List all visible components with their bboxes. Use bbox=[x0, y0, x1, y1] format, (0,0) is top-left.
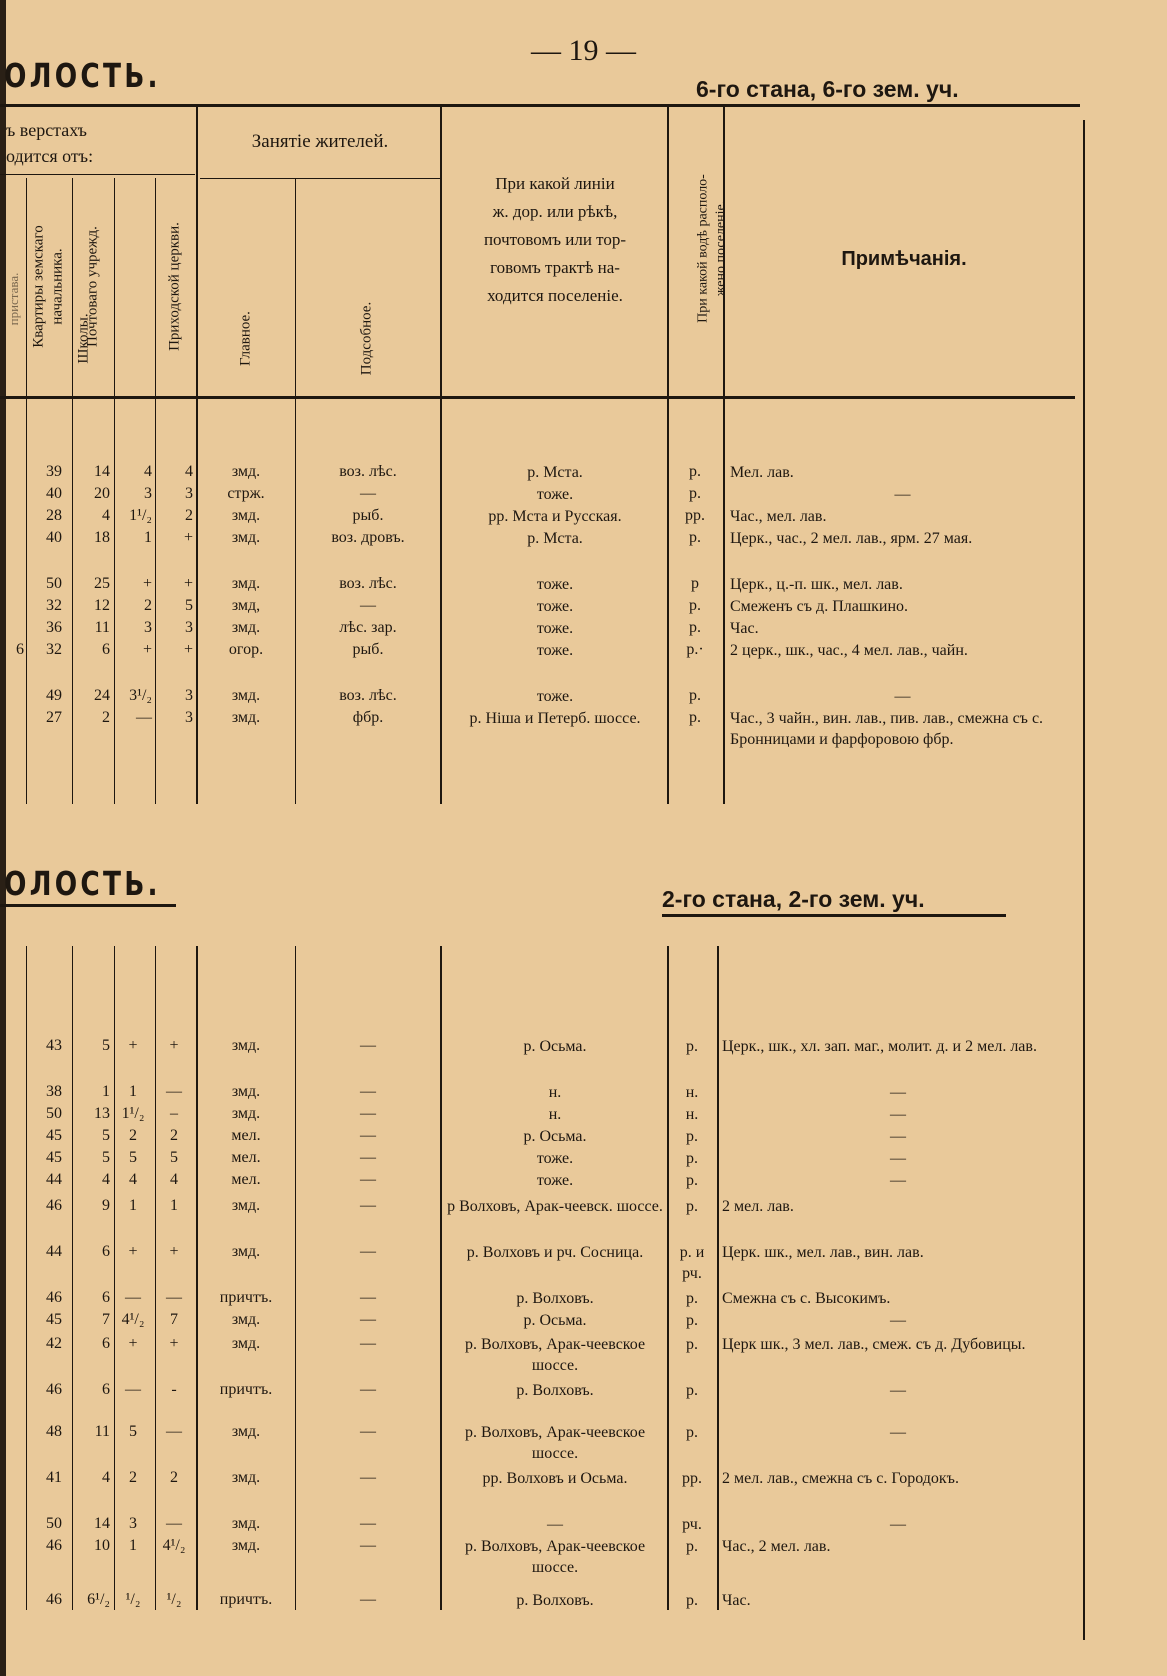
cell-water: р. bbox=[686, 1382, 698, 1399]
cell-zemsk: 46 bbox=[46, 1381, 62, 1398]
cell-occ-main: змд. bbox=[231, 463, 261, 480]
cell-school: ¹/₂ bbox=[125, 1591, 141, 1608]
cell-water: р. bbox=[686, 1128, 698, 1145]
cell-post: 25 bbox=[94, 575, 110, 592]
cell-note: Церк., час., 2 мел. лав., ярм. 27 мая. bbox=[730, 530, 973, 547]
header-zemsk-l2: начальника. bbox=[49, 248, 66, 325]
cell-water: рр. bbox=[685, 507, 705, 524]
cell-water: р. bbox=[686, 1172, 698, 1189]
cell-zemsk: 46 bbox=[46, 1289, 62, 1306]
cell-school: 1 bbox=[129, 1537, 137, 1554]
header-line-block bbox=[444, 170, 666, 310]
section1-heading-left: ОЛОСТЬ. bbox=[4, 56, 161, 95]
cell-post: 10 bbox=[94, 1537, 110, 1554]
cell-note: 2 мел. лав., смежна съ с. Городокъ. bbox=[722, 1470, 959, 1487]
cell-school: 1 bbox=[129, 1083, 137, 1100]
cell-water: р. bbox=[689, 529, 701, 546]
cell-church: 7 bbox=[170, 1311, 178, 1328]
header-post: Почтоваго учрежд. bbox=[84, 226, 101, 347]
cell-note: — bbox=[894, 688, 911, 705]
cell-church: 3 bbox=[185, 709, 193, 726]
header-distance-l2: одится отъ: bbox=[6, 146, 94, 166]
cell-water: р. bbox=[686, 1336, 698, 1353]
header-church: Приходской церкви. bbox=[166, 222, 183, 351]
cell-post: 2 bbox=[102, 709, 110, 726]
header-water-l1: При какой водѣ располо- bbox=[695, 174, 711, 323]
cell-post: 7 bbox=[102, 1311, 110, 1328]
cell-zemsk: 44 bbox=[46, 1171, 62, 1188]
cell-water: р. bbox=[686, 1424, 698, 1441]
cell-occ-sub: — bbox=[360, 1311, 376, 1328]
header-notes: Примѣчанія. bbox=[841, 248, 967, 270]
cell-occ-main: змд. bbox=[231, 1105, 261, 1122]
cell-note: Час., 3 чайн., вин. лав., пив. лав., смежна съ с. Бронницами и фарфоровою фбр. bbox=[730, 710, 1044, 748]
cell-occ-main: змд. bbox=[231, 709, 261, 726]
cell-school: 4¹/₂ bbox=[121, 1311, 145, 1328]
cell-line: — bbox=[547, 1516, 563, 1533]
cell-note: 2 церк., шк., час., 4 мел. лав., чайн. bbox=[730, 642, 968, 659]
cell-post: 4 bbox=[102, 1469, 110, 1486]
cell-water: р. bbox=[689, 619, 701, 636]
cell-post: 12 bbox=[94, 597, 110, 614]
cell-post: 14 bbox=[94, 1515, 110, 1532]
cell-church: 2 bbox=[170, 1127, 178, 1144]
cell-occ-sub: рыб. bbox=[352, 641, 384, 658]
cell-line: р. Волховъ. bbox=[516, 1592, 594, 1609]
cell-zemsk: 49 bbox=[46, 687, 62, 704]
row-prefix: 6 bbox=[16, 641, 24, 658]
cell-occ-sub: — bbox=[360, 1469, 376, 1486]
cell-post: 4 bbox=[102, 507, 110, 524]
cell-post: 20 bbox=[94, 485, 110, 502]
cell-school: 5 bbox=[129, 1149, 137, 1166]
cell-note: Церк. шк., мел. лав., вин. лав. bbox=[722, 1244, 924, 1261]
cell-church: 4 bbox=[185, 463, 193, 480]
cell-occ-main: причтъ. bbox=[219, 1289, 273, 1306]
cell-school: 3¹/₂ bbox=[129, 687, 152, 704]
cell-occ-sub: фбр. bbox=[352, 709, 384, 726]
cell-water: р. bbox=[686, 1150, 698, 1167]
cell-school: 5 bbox=[129, 1423, 137, 1440]
cell-post: 6 bbox=[102, 1289, 110, 1306]
cell-school: 2 bbox=[129, 1127, 137, 1144]
cell-occ-main: змд. bbox=[231, 1083, 261, 1100]
cell-line: р. Нiша и Петерб. шоссе. bbox=[469, 710, 641, 727]
cell-note: Час., 2 мел. лав. bbox=[722, 1538, 831, 1555]
cell-occ-sub: — bbox=[360, 1537, 376, 1554]
cell-occ-sub: — bbox=[360, 1127, 376, 1144]
cell-line: тоже. bbox=[536, 688, 574, 705]
cell-line: р. Волховъ. bbox=[516, 1382, 594, 1399]
cell-line: рр. Волховъ и Осьма. bbox=[482, 1470, 628, 1487]
cell-post: 6 bbox=[102, 1381, 110, 1398]
cell-post: 1 bbox=[102, 1083, 110, 1100]
cell-school: + bbox=[128, 1243, 138, 1260]
cell-water: р. и рч. bbox=[679, 1244, 705, 1282]
cell-note: — bbox=[890, 1382, 906, 1399]
cell-line: тоже. bbox=[536, 598, 574, 615]
cell-school: 1¹/₂ bbox=[129, 507, 152, 524]
cell-zemsk: 32 bbox=[46, 597, 62, 614]
cell-school: 2 bbox=[144, 597, 152, 614]
cell-zemsk: 32 bbox=[46, 641, 62, 658]
header-occupation: Занятіе жителей. bbox=[251, 131, 389, 152]
cell-school: + bbox=[142, 575, 152, 592]
cell-occ-sub: — bbox=[360, 1591, 376, 1608]
cell-occ-main: змд. bbox=[231, 1037, 261, 1054]
cell-post: 6 bbox=[102, 641, 110, 658]
cell-occ-main: змд. bbox=[231, 1469, 261, 1486]
cell-occ-main: змд. bbox=[231, 1197, 261, 1214]
cell-school: — bbox=[125, 1381, 141, 1398]
cell-water: р. bbox=[686, 1592, 698, 1609]
cell-church: — bbox=[166, 1515, 182, 1532]
cell-occ-sub: — bbox=[360, 1243, 376, 1260]
cell-zemsk: 50 bbox=[46, 575, 62, 592]
cell-line: р. Волховъ, Арак-чеевское шоссе. bbox=[464, 1424, 646, 1462]
cell-church: + bbox=[183, 641, 193, 658]
header-line-l1: При какой линіи bbox=[495, 174, 615, 193]
cell-note: Час., мел. лав. bbox=[730, 508, 827, 525]
header-line-l5: ходится поселеніе. bbox=[487, 286, 623, 305]
cell-zemsk: 44 bbox=[46, 1243, 62, 1260]
cell-line: тоже. bbox=[536, 642, 574, 659]
cell-zemsk: 46 bbox=[46, 1537, 62, 1554]
cell-occ-sub: — bbox=[360, 1171, 376, 1188]
cell-occ-main: змд. bbox=[231, 507, 261, 524]
cell-school: 1 bbox=[144, 529, 152, 546]
cell-occ-sub: — bbox=[360, 1197, 376, 1214]
cell-occ-sub: — bbox=[360, 1289, 376, 1306]
cell-post: 6 bbox=[102, 1335, 110, 1352]
cell-note: — bbox=[894, 486, 911, 503]
cell-school: + bbox=[128, 1037, 138, 1054]
cell-zemsk: 45 bbox=[46, 1311, 62, 1328]
cell-school: 3 bbox=[129, 1515, 137, 1532]
cell-line: р. Осьма. bbox=[523, 1038, 587, 1055]
cell-post: 13 bbox=[94, 1105, 110, 1122]
cell-occ-main: змд. bbox=[231, 1243, 261, 1260]
cell-line: рр. Мста и Русская. bbox=[488, 508, 622, 525]
cell-occ-sub: — bbox=[360, 1083, 376, 1100]
cell-occ-main: змд. bbox=[231, 1537, 261, 1554]
cell-note: — bbox=[890, 1084, 906, 1101]
right-border-line bbox=[1083, 120, 1085, 1640]
cell-occ-main: змд. bbox=[231, 687, 261, 704]
cell-occ-sub: — bbox=[360, 597, 376, 614]
cell-occ-sub: — bbox=[360, 1515, 376, 1532]
cell-water: р. bbox=[689, 687, 701, 704]
cell-line: тоже. bbox=[536, 1172, 574, 1189]
cell-note: Час. bbox=[722, 1592, 751, 1609]
header-prist-text: пристава. bbox=[6, 272, 21, 326]
cell-note: — bbox=[890, 1150, 906, 1167]
cell-water: р bbox=[691, 575, 699, 592]
cell-occ-main: мел. bbox=[231, 1127, 261, 1144]
table1-header-rule bbox=[0, 396, 1075, 399]
cell-occ-sub: — bbox=[360, 1423, 376, 1440]
cell-zemsk: 28 bbox=[46, 507, 62, 524]
cell-line: тоже. bbox=[536, 1150, 574, 1167]
cell-note: Церк шк., 3 мел. лав., смеж. съ д. Дубовицы. bbox=[722, 1336, 1026, 1353]
cell-zemsk: 45 bbox=[46, 1127, 62, 1144]
cell-occ-main: змд. bbox=[231, 619, 261, 636]
cell-water: р. bbox=[689, 463, 701, 480]
header-prist bbox=[5, 199, 23, 399]
cell-line: р. Мста. bbox=[527, 530, 583, 547]
cell-water: н. bbox=[685, 1106, 699, 1123]
cell-water: рр. bbox=[682, 1470, 702, 1487]
section2-heading-right-underline bbox=[662, 914, 1006, 917]
header-zemsk-l1: Квартиры земскаго bbox=[30, 225, 47, 348]
section2-heading-left: ОЛОСТЬ. bbox=[4, 864, 161, 903]
cell-school: 2 bbox=[129, 1469, 137, 1486]
cell-occ-sub: рыб. bbox=[352, 507, 384, 524]
cell-church: — bbox=[166, 1289, 182, 1306]
cell-post: 4 bbox=[102, 1171, 110, 1188]
cell-water: р. bbox=[686, 1312, 698, 1329]
cell-occ-main: змд. bbox=[231, 1423, 261, 1440]
cell-occ-sub: — bbox=[360, 1037, 376, 1054]
cell-line: р. Осьма. bbox=[523, 1128, 587, 1145]
cell-church: + bbox=[169, 1243, 179, 1260]
cell-zemsk: 41 bbox=[46, 1469, 62, 1486]
cell-school: + bbox=[142, 641, 152, 658]
occupation-group-rule bbox=[200, 178, 440, 179]
cell-water: рч. bbox=[682, 1516, 702, 1533]
cell-note: Смеженъ съ д. Плашкино. bbox=[730, 598, 909, 615]
cell-post: 5 bbox=[102, 1149, 110, 1166]
cell-school: 4 bbox=[129, 1171, 137, 1188]
page-number: — 19 — bbox=[531, 34, 636, 67]
cell-line: тоже. bbox=[536, 620, 574, 637]
cell-occ-sub: — bbox=[360, 1381, 376, 1398]
cell-water: р. bbox=[689, 709, 701, 726]
cell-occ-main: змд. bbox=[231, 1311, 261, 1328]
cell-water: р. bbox=[686, 1038, 698, 1055]
cell-occ-main: змд. bbox=[231, 529, 261, 546]
col-line bbox=[717, 946, 719, 1610]
cell-line: р. Осьма. bbox=[523, 1312, 587, 1329]
cell-line: н. bbox=[548, 1084, 562, 1101]
table1-top-rule bbox=[0, 104, 1080, 107]
cell-note: — bbox=[890, 1424, 906, 1441]
cell-church: 4¹/₂ bbox=[162, 1537, 186, 1554]
cell-water: р. bbox=[686, 1198, 698, 1215]
cell-occ-sub: — bbox=[360, 485, 376, 502]
header-line-l2: ж. дор. или рѣкѣ, bbox=[492, 202, 618, 221]
cell-occ-main: причтъ. bbox=[219, 1381, 273, 1398]
cell-line: р Волховъ, Арак-чеевск. шоссе. bbox=[447, 1198, 663, 1215]
cell-occ-main: стрж. bbox=[227, 485, 265, 502]
cell-post: 5 bbox=[102, 1037, 110, 1054]
cell-occ-main: огор. bbox=[228, 641, 264, 658]
cell-occ-sub: воз. лѣс. bbox=[339, 463, 397, 480]
cell-zemsk: 42 bbox=[46, 1335, 62, 1352]
cell-school: + bbox=[128, 1335, 138, 1352]
distance-group-rule bbox=[0, 174, 195, 175]
cell-zemsk: 40 bbox=[46, 529, 62, 546]
cell-church: 5 bbox=[170, 1149, 178, 1166]
cell-post: 6¹/₂ bbox=[87, 1591, 110, 1608]
cell-line: р. Волховъ, Арак-чеевское шоссе. bbox=[464, 1538, 646, 1576]
cell-church: — bbox=[166, 1083, 182, 1100]
cell-note: — bbox=[890, 1312, 906, 1329]
cell-zemsk: 40 bbox=[46, 485, 62, 502]
cell-school: — bbox=[136, 709, 152, 726]
cell-zemsk: 36 bbox=[46, 619, 62, 636]
cell-church: 1 bbox=[170, 1197, 178, 1214]
section2-heading-underline bbox=[0, 904, 176, 907]
cell-note: 2 мел. лав. bbox=[722, 1198, 794, 1215]
cell-occ-main: змд, bbox=[231, 597, 261, 614]
cell-note: — bbox=[890, 1172, 906, 1189]
cell-line: р. Волховъ, Арак-чеевское шоссе. bbox=[464, 1336, 646, 1374]
cell-water: н. bbox=[685, 1084, 699, 1101]
cell-school: — bbox=[125, 1289, 141, 1306]
cell-school: 3 bbox=[144, 485, 152, 502]
cell-church: - bbox=[171, 1381, 177, 1398]
cell-zemsk: 27 bbox=[46, 709, 62, 726]
cell-school: 1¹/₂ bbox=[121, 1105, 145, 1122]
cell-school: 1 bbox=[129, 1197, 137, 1214]
cell-church: 4 bbox=[170, 1171, 178, 1188]
cell-occ-sub: воз. дровъ. bbox=[331, 529, 405, 546]
header-line-l4: говомъ трактѣ на- bbox=[490, 258, 620, 277]
cell-water: р.· bbox=[686, 641, 704, 658]
cell-zemsk: 50 bbox=[46, 1105, 62, 1122]
cell-zemsk: 48 bbox=[46, 1423, 62, 1440]
cell-church: ¹/₂ bbox=[166, 1591, 182, 1608]
cell-occ-sub: воз. лѣс. bbox=[339, 687, 397, 704]
header-distance-l1: ъ верстахъ bbox=[6, 120, 87, 140]
header-school: Школы. bbox=[75, 313, 92, 364]
cell-note: — bbox=[890, 1106, 906, 1123]
cell-church: 2 bbox=[185, 507, 193, 524]
cell-post: 9 bbox=[102, 1197, 110, 1214]
cell-occ-sub: — bbox=[360, 1105, 376, 1122]
cell-zemsk: 50 bbox=[46, 1515, 62, 1532]
cell-zemsk: 43 bbox=[46, 1037, 62, 1054]
cell-zemsk: 45 bbox=[46, 1149, 62, 1166]
cell-church: 5 bbox=[185, 597, 193, 614]
cell-line: р. Мста. bbox=[527, 464, 583, 481]
cell-note: Смежна съ с. Высокимъ. bbox=[722, 1290, 891, 1307]
cell-zemsk: 46 bbox=[46, 1197, 62, 1214]
cell-note: Церк., ц.-п. шк., мел. лав. bbox=[730, 576, 903, 593]
cell-occ-main: змд. bbox=[231, 1335, 261, 1352]
cell-post: 11 bbox=[94, 619, 110, 636]
cell-church: + bbox=[183, 529, 193, 546]
cell-occ-sub: — bbox=[360, 1335, 376, 1352]
cell-occ-sub: воз. лѣс. bbox=[339, 575, 397, 592]
cell-note: — bbox=[890, 1128, 906, 1145]
cell-note: — bbox=[890, 1516, 906, 1533]
cell-water: р. bbox=[686, 1290, 698, 1307]
col-line bbox=[440, 946, 442, 1610]
cell-zemsk: 38 bbox=[46, 1083, 62, 1100]
cell-post: 5 bbox=[102, 1127, 110, 1144]
section1-heading-right: 6-го стана, 6-го зем. уч. bbox=[696, 76, 959, 102]
cell-post: 14 bbox=[94, 463, 110, 480]
cell-water: р. bbox=[689, 597, 701, 614]
cell-church: 3 bbox=[185, 485, 193, 502]
cell-occ-main: причтъ. bbox=[219, 1591, 273, 1608]
cell-post: 6 bbox=[102, 1243, 110, 1260]
cell-church: + bbox=[169, 1037, 179, 1054]
header-occ-main: Главное. bbox=[237, 311, 254, 366]
cell-church: + bbox=[183, 575, 193, 592]
cell-line: тоже. bbox=[536, 486, 574, 503]
cell-line: н. bbox=[548, 1106, 562, 1123]
cell-note: Час. bbox=[730, 620, 759, 637]
cell-note: Церк., шк., хл. зап. маг., молит. д. и 2 мел. лав. bbox=[722, 1038, 1037, 1055]
cell-occ-main: змд. bbox=[231, 1515, 261, 1532]
cell-church: 3 bbox=[185, 687, 193, 704]
cell-zemsk: 39 bbox=[46, 463, 62, 480]
cell-note: Мел. лав. bbox=[730, 464, 794, 481]
cell-occ-main: змд. bbox=[231, 575, 261, 592]
cell-school: 3 bbox=[144, 619, 152, 636]
cell-occ-main: мел. bbox=[231, 1171, 261, 1188]
cell-school: 4 bbox=[144, 463, 152, 480]
cell-zemsk: 46 bbox=[46, 1591, 62, 1608]
cell-water: р. bbox=[689, 485, 701, 502]
cell-line: р. Волховъ и рч. Сосница. bbox=[466, 1244, 644, 1261]
header-line-l3: почтовомъ или тор- bbox=[483, 230, 627, 249]
cell-church: + bbox=[169, 1335, 179, 1352]
cell-occ-main: мел. bbox=[231, 1149, 261, 1166]
cell-church: — bbox=[166, 1423, 182, 1440]
cell-water: р. bbox=[686, 1538, 698, 1555]
section2-heading-right: 2-го стана, 2-го зем. уч. bbox=[662, 886, 925, 912]
cell-church: 2 bbox=[170, 1469, 178, 1486]
cell-church: – bbox=[170, 1105, 178, 1122]
cell-post: 11 bbox=[94, 1423, 110, 1440]
header-occ-sub: Подсобное. bbox=[358, 301, 375, 376]
cell-church: 3 bbox=[185, 619, 193, 636]
cell-line: р. Волховъ. bbox=[516, 1290, 594, 1307]
col-line bbox=[440, 106, 442, 804]
cell-line: тоже. bbox=[536, 576, 574, 593]
cell-occ-sub: лѣс. зар. bbox=[339, 619, 397, 636]
cell-post: 24 bbox=[94, 687, 110, 704]
cell-post: 18 bbox=[94, 529, 110, 546]
header-water-l2: жено поселеніе. bbox=[713, 200, 729, 297]
cell-occ-sub: — bbox=[360, 1149, 376, 1166]
